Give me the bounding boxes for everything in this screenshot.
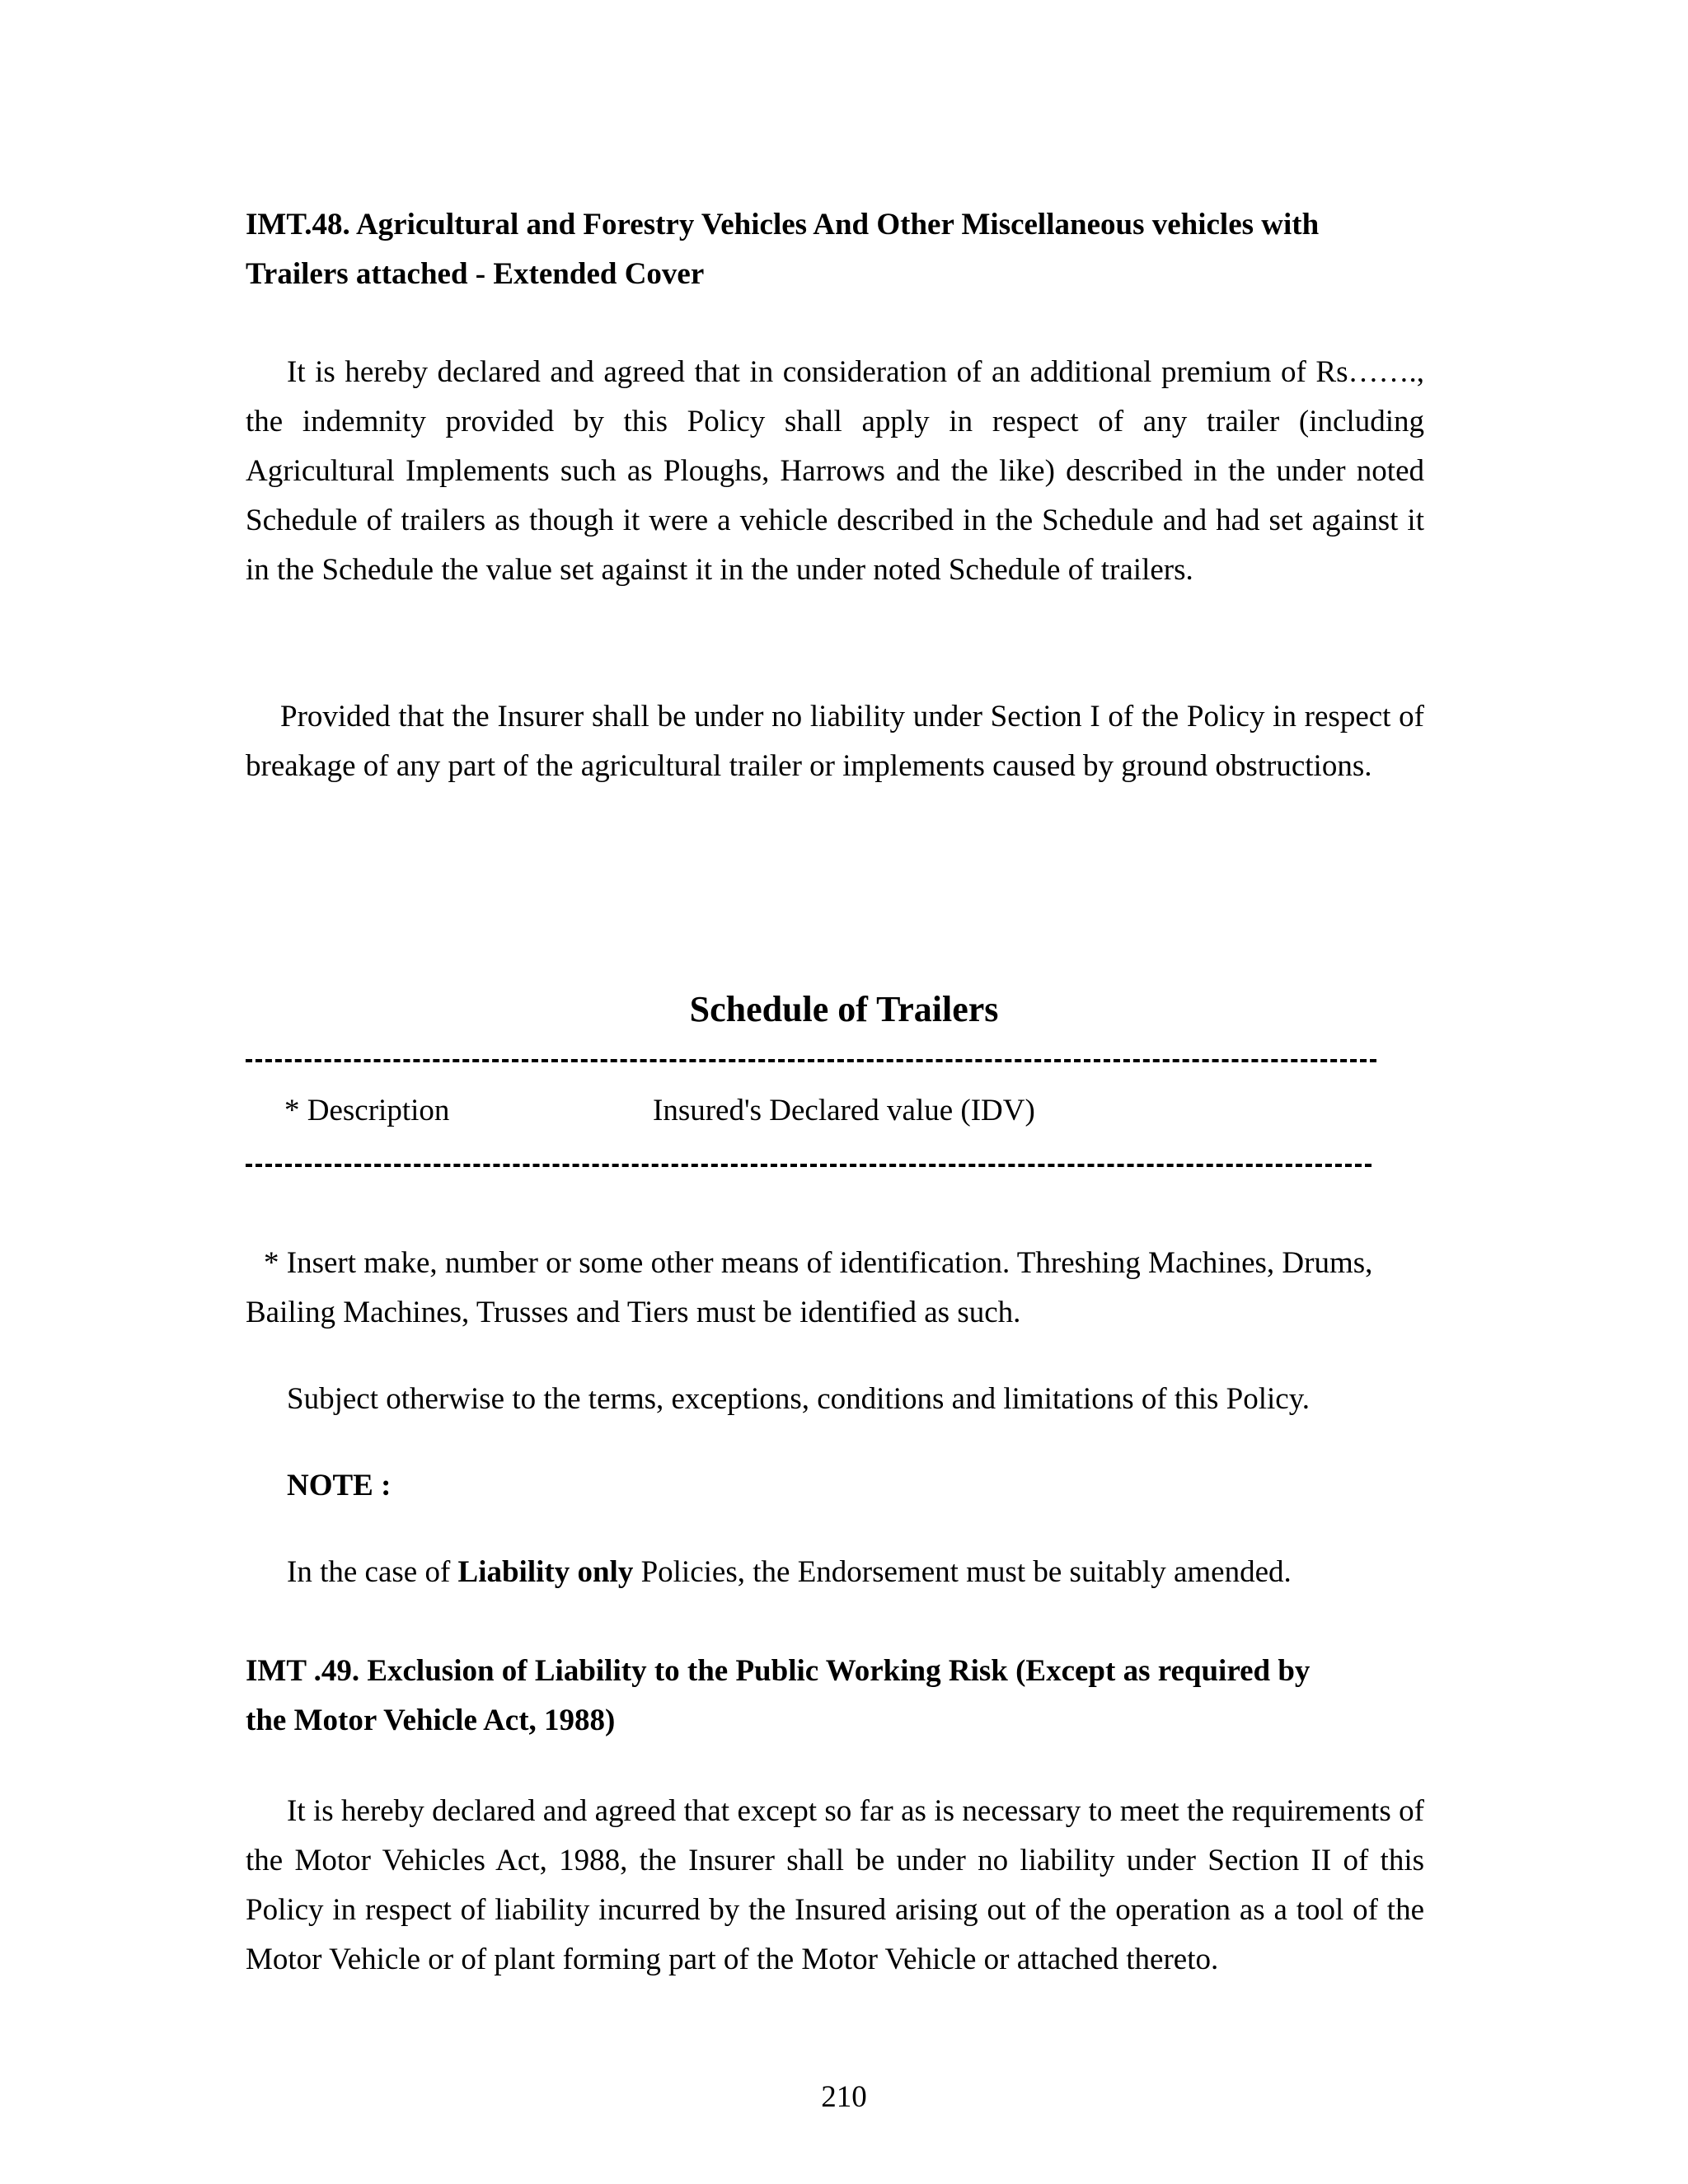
note-text-after: Policies, the Endorsement must be suitably amended. [633, 1555, 1292, 1589]
schedule-col-idv: Insured's Declared value (IDV) [653, 1094, 1035, 1127]
imt49-paragraph-1: It is hereby declared and agreed that except so far as is necessary to meet the requirements of the Motor Vehicles Act, 1988, the Insurer shall be under no liability under Section II of this Policy in respect of liability incurred by the Insured arising out of the operation as a tool of the Motor Vehicle or of plant forming part of the Motor Vehicle or attached thereto. [246, 1794, 1424, 1976]
subject-line: Subject otherwise to the terms, exceptions, conditions and limitations of this Policy. [287, 1382, 1311, 1416]
imt49-heading-line1: IMT .49. Exclusion of Liability to the Public Working Risk (Except as required by [246, 1654, 1311, 1688]
schedule-bottom-rule [246, 1164, 1372, 1167]
imt49-heading [246, 1647, 1424, 1746]
imt49-heading-line2: the Motor Vehicle Act, 1988) [246, 1704, 616, 1737]
schedule-top-rule [246, 1059, 1376, 1062]
note-text-before: In the case of [287, 1555, 458, 1589]
imt48-heading-line2: Trailers attached - Extended Cover [246, 257, 705, 291]
schedule-col-description: * Description [284, 1094, 450, 1127]
imt48-paragraph-1: It is hereby declared and agreed that in consideration of an additional premium of Rs……., the indemnity provided by this Policy shall apply in respect of any trailer (including Agricultural Implements such as Ploughs, Harrows and the like) described in the under noted Schedule of trailers as though it were a vehicle described in the Schedule and had set against it in the Schedule the value set against it in the under noted Schedule of trailers. [246, 355, 1424, 587]
page-number: 210 [821, 2080, 867, 2114]
note-text-bold: Liability only [457, 1555, 634, 1589]
imt48-heading-line1: IMT.48. Agricultural and Forestry Vehicles And Other Miscellaneous vehicles with [246, 208, 1320, 241]
imt48-heading [246, 200, 1424, 299]
note-text [287, 1548, 1292, 1597]
schedule-footnote: * Insert make, number or some other means of identification. Threshing Machines, Drums, Bailing Machines, Trusses and Tiers must be identified as such. [246, 1246, 1373, 1329]
imt48-paragraph-2: Provided that the Insurer shall be under no liability under Section I of the Policy in respect of breakage of any part of the agricultural trailer or implements caused by ground obstructions. [246, 700, 1424, 783]
note-label: NOTE : [287, 1469, 392, 1502]
schedule-title: Schedule of Trailers [689, 989, 999, 1029]
